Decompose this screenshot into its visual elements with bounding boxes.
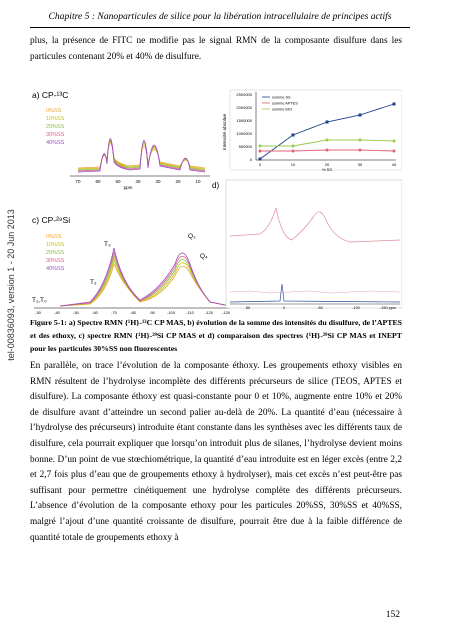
legend-a-10: 10%SS <box>46 116 65 122</box>
figure-5-1 <box>30 88 402 314</box>
tick-c-2: -50 <box>73 310 79 314</box>
xtick-b-1: 10 <box>290 162 296 167</box>
xtick-b-4: 40 <box>391 162 397 167</box>
peak-t3: T₃ <box>104 241 111 248</box>
tick-a-6: 10 <box>195 179 201 184</box>
tick-a-4: 30 <box>155 179 161 184</box>
legend-b-eto: somme EtO <box>272 107 293 112</box>
ticks-a <box>75 179 201 190</box>
panel-c-legend <box>46 234 65 272</box>
legend-b-ss: somme SS <box>272 95 291 100</box>
panel-b <box>222 90 402 172</box>
legend-c-30: 30%SS <box>46 258 65 264</box>
tick-d-3: -100 <box>352 306 360 310</box>
panel-c <box>32 215 231 314</box>
tick-c-8: -110 <box>186 310 194 314</box>
tick-a-2: 50 <box>115 179 121 184</box>
panel-a-label: a) CP-¹³C <box>32 90 69 100</box>
tick-c-4: -70 <box>111 310 117 314</box>
legend-a-40: 40%SS <box>46 140 65 146</box>
tick-c-1: -40 <box>54 310 60 314</box>
panel-d-frame <box>226 180 402 308</box>
ytick-b-4: 500000 <box>238 144 252 149</box>
ytick-b-5: 0 <box>249 157 252 162</box>
panel-d-label: d) <box>212 181 220 190</box>
peak-t1-t0: T₁,T₀ <box>32 297 47 304</box>
legend-c-40: 40%SS <box>46 266 65 272</box>
tick-a-0: 70 <box>75 179 81 184</box>
archive-stamp <box>4 120 18 450</box>
ticks-c <box>35 310 231 314</box>
peak-q3: Q₃ <box>188 233 196 240</box>
panel-a <box>32 90 210 190</box>
figure-caption: Figure 5-1: a) Spectre RMN {¹H}-¹³C CP MAS, b) évolution de la somme des intensités du disulfure, de l’APTES et des ethoxy, c) spectre RMN {¹H}-²⁹Si CP MAS et d) comparaison des spectres {¹H}-²⁹Si CP MAS et INEPT pour les particules 30%SS non fluorescentes <box>30 318 402 354</box>
legend-c-20: 20%SS <box>46 250 65 256</box>
ytick-b-2: 1500000 <box>236 118 252 123</box>
page-number: 152 <box>385 610 400 620</box>
tick-c-0: -30 <box>35 310 41 314</box>
legend-c-10: 10%SS <box>46 242 65 248</box>
ytick-b-0: 2500000 <box>236 92 252 97</box>
peak-t2: T₂ <box>90 279 97 286</box>
xtick-b-2: 20 <box>324 162 330 167</box>
archive-stamp-text: tel-00836093, version 1 - 20 Jun 2013 <box>6 209 16 361</box>
spectrum-c-0 <box>60 264 230 306</box>
xtick-b-3: 30 <box>357 162 363 167</box>
tick-c-9: -120 <box>204 310 214 314</box>
paragraph-top: plus, la présence de FITC ne modifie pas le signal RMN de la composante disulfure dans les particules contenant 20% et 40% de disulfure. <box>30 36 402 62</box>
tick-d-4: -150 ppm <box>379 306 397 310</box>
tick-a-1: 60 <box>95 179 101 184</box>
tick-c-3: -60 <box>92 310 98 314</box>
legend-a-0: 0%SS <box>46 108 62 114</box>
ytick-b-3: 1000000 <box>236 131 252 136</box>
panel-a-spectra <box>78 138 205 172</box>
peak-q4: Q₄ <box>200 253 208 260</box>
tick-c-7: -100 <box>166 310 176 314</box>
xtick-b-0: 0 <box>258 162 262 167</box>
panel-b-xlabel: % SS <box>321 167 333 172</box>
tick-c-10: -130 <box>221 310 231 314</box>
chapter-header: Chapitre 5 : Nanoparticules de silice pour la libération intracellulaire de principes actifs <box>48 11 392 22</box>
figure-svg <box>30 88 402 314</box>
spectrum-a-0 <box>78 143 205 168</box>
ytick-b-1: 2000000 <box>236 105 252 110</box>
panel-b-ylabel: Intensité absolue <box>223 113 228 151</box>
tick-d-0: 50 <box>245 306 251 310</box>
tick-a-5: 20 <box>175 179 181 184</box>
legend-b-aptes: somme APTES <box>272 101 298 106</box>
tick-d-1: 0 <box>282 306 286 310</box>
legend-a-30: 30%SS <box>46 132 65 138</box>
panel-d <box>212 180 402 310</box>
tick-c-6: -90 <box>149 310 155 314</box>
panel-a-legend <box>46 108 65 146</box>
tick-d-2: -50 <box>317 306 323 310</box>
spectrum-c-30 <box>60 252 230 306</box>
paragraph-body: En parallèle, on trace l’évolution de la composante éthoxy. Les groupements ethoxy visibles en RMN résultent de l’hydrolyse incomplète des différents précurseurs de silice (TEOS, APTES et disulfure). La composante éthoxy est quasi-constante pour 0 et 10%, augmente entre 10% et 20% de disulfure avant d’atteindre un second palier au-delà de 20%. La quantité d’eau (nécessaire à l’hydrolyse des précurseurs) introduite étant constante dans les synthèses avec les différents taux de disulfure, cela pourrait expliquer que lorsqu’on introduit plus de silanes, l’hydrolyse devient moins bonne. D’un point de vue stœchiométrique, la quantité d’eau introduite est en léger excès (entre 2,2 et 2,7 fois plus d’eau que de groupements ethoxy à hydrolyser), mais cet excès n’est peut-être pas suffisant pour permettre cinétiquement une hydrolyse complète des différents précurseurs. L’absence d’évolution de la composante ethoxy pour les particules 20%SS, 30%SS et 40%SS, malgré l’ajout d’une quantité croissante de disulfure, pourrait être due à la faible différence de quantité totale de groupements ethoxy à <box>30 361 402 543</box>
legend-a-20: 20%SS <box>46 124 65 130</box>
legend-c-0: 0%SS <box>46 234 62 240</box>
header-rule <box>30 27 410 28</box>
unit-a: ppm <box>123 185 133 190</box>
tick-a-3: 40 <box>135 179 141 184</box>
panel-c-label: c) CP-²⁹Si <box>32 215 71 225</box>
tick-c-5: -80 <box>130 310 136 314</box>
